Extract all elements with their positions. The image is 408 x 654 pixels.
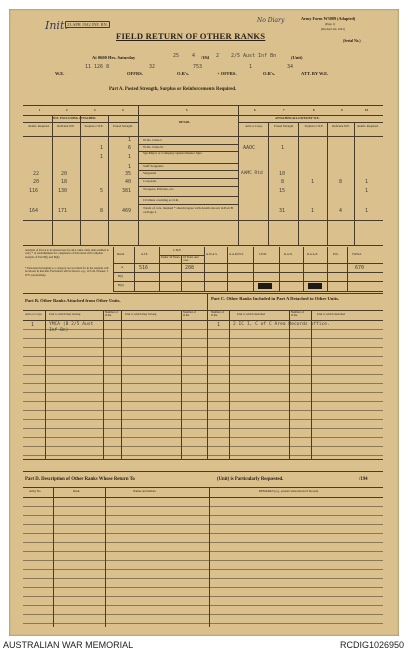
partc-head-num-2: Number of O.Rs. xyxy=(291,310,305,318)
row-staff-sgts: Staff Sergeants xyxy=(143,164,164,168)
cpl-att-reinfs: 1 xyxy=(365,179,369,185)
cpl-att-deficient: 8 xyxy=(339,179,343,185)
partd-rule xyxy=(23,515,383,516)
part-a-title: Part A. Posted Strength, Surplus or Reinforcements Required. xyxy=(109,87,237,92)
pte-surplus: 5 xyxy=(100,188,104,194)
total-reinfs: 164 xyxy=(29,208,39,214)
head-pw: P.W. xyxy=(333,252,339,256)
partb-head-unit-2: Unit to which they belong xyxy=(125,312,157,316)
partb-entry-num: 1 xyxy=(31,322,35,328)
ors2-label: O.R's. xyxy=(263,71,276,76)
partb-head-num-2: Number of O.Rs. xyxy=(183,310,197,318)
we-label: W.E. xyxy=(55,71,65,76)
sgtmaj-posted: 1 xyxy=(128,154,132,160)
pte-att: 15 xyxy=(279,188,286,194)
partd-head-army-no: Army No. xyxy=(29,489,42,493)
partd-rule xyxy=(23,605,383,606)
row-sergeants: Sergeants xyxy=(143,171,157,175)
total-att: 31 xyxy=(279,208,286,214)
head-over19: 19 Years and over. xyxy=(183,255,199,263)
partbc-rule xyxy=(23,374,383,375)
analysis-note-2: * Personnel belonging to a category not provided for in the analysis will be shown in this line. Particulars will be shown, e.g., 10 U.R. Pioneer, 5 W.V. (Australian). xyxy=(25,266,109,277)
sgt-att: 10 xyxy=(279,171,286,177)
partd-rule xyxy=(23,569,383,570)
partd-rule xyxy=(23,623,383,624)
row-troopers: Troopers, Privates, etc. xyxy=(143,187,175,191)
head-surplus-right: Surplus to W.E. xyxy=(304,124,324,128)
army-form-label: Army Form W3009 (Adapted) xyxy=(301,16,356,21)
staffsgt-posted: 1 xyxy=(128,164,132,170)
col-num-4: 4 xyxy=(122,108,124,112)
att-allowed-head: ATTACHED ALLOWED BY W.E. xyxy=(275,116,320,120)
partbc-rule xyxy=(23,455,383,456)
head-arm-corps: Arm or Corps. xyxy=(245,124,263,128)
total-att-reinfs: 1 xyxy=(365,208,369,214)
partbc-rule xyxy=(23,329,383,330)
row-wo2: W.Os. Class II. xyxy=(143,145,164,149)
partbc-rule xyxy=(23,437,383,438)
initials-handwritten: Init. xyxy=(45,19,68,32)
pte-att-reinfs: 1 xyxy=(365,188,369,194)
date-stamp: 23 APR 1942 INF. BN. xyxy=(67,22,108,27)
redaction-block-1 xyxy=(258,283,272,289)
month-hand: 4 xyxy=(192,53,196,59)
partbc-rule xyxy=(23,428,383,429)
we-hand: 11 126 8 xyxy=(85,64,110,70)
head-deficient-left: Deficient W.E. xyxy=(57,124,75,128)
partd-rule xyxy=(23,614,383,615)
at-label: At 0600 Hrs. Saturday xyxy=(92,55,136,60)
partd-rule xyxy=(23,578,383,579)
partb-entry-unit: YMCA (B 2/5 Aust Inf Bn) xyxy=(49,322,94,333)
army-form-page: (Page 1) xyxy=(325,22,336,26)
head-posted-left: Posted Strength. xyxy=(113,124,133,128)
partbc-rule xyxy=(23,338,383,339)
year-hand: 2 xyxy=(216,53,220,59)
part-d-title-mid: (Unit) is Particularly Requested. xyxy=(217,477,284,482)
partc-head-unit: Unit to which detached xyxy=(237,312,265,316)
ors-label: O.R's. xyxy=(177,71,190,76)
partbc-rule xyxy=(23,347,383,348)
offrs-label: OFFRS. xyxy=(127,71,143,76)
unit-label: (Unit) xyxy=(291,55,303,60)
partbc-rule xyxy=(23,365,383,366)
head-surplus-left: Surplus to W.E. xyxy=(84,124,104,128)
partd-rule xyxy=(23,551,383,552)
partc-entry-num: 1 xyxy=(217,322,221,328)
cpl-att: 8 xyxy=(281,179,285,185)
partd-rule xyxy=(23,506,383,507)
partb-head-unit: Unit to which they belong xyxy=(49,312,81,316)
partbc-rule xyxy=(23,401,383,402)
form-title: FIELD RETURN OF OTHER RANKS xyxy=(116,31,266,41)
col-num-8: 8 xyxy=(313,108,315,112)
partc-entry-unit: 2 IC I, C of C Area Records office. xyxy=(233,322,330,327)
analysis-note: Analysis of Part A to be shown here for ALL units. Only units entitled to carry * of establishment for completion of this return will complete analysis of Part B(i) and B(ii). xyxy=(25,248,109,259)
partd-head-names: Names and Initials. xyxy=(133,489,157,493)
total-surplus: 8 xyxy=(100,208,104,214)
head-raaf: R.A.A.F. xyxy=(307,252,318,256)
row-corporals: Corporals xyxy=(143,179,157,183)
col-num-6: 6 xyxy=(254,108,256,112)
analysis-detail-label: Detail xyxy=(117,252,125,256)
analysis-row-bi: B(i) xyxy=(118,274,123,278)
total-posted: 469 xyxy=(122,208,132,214)
head-posted-right: Posted Strength. xyxy=(274,124,294,128)
partbc-rule xyxy=(23,410,383,411)
serial-label: (Serial No.) xyxy=(343,39,361,43)
row-totals: Totals of cols. marked * should agree with details shown in Part B on Page 2 xyxy=(143,206,233,214)
sgt-arm: AAMC Rtd xyxy=(241,171,263,176)
analysis-aif-value: 516 xyxy=(139,265,149,271)
head-deficient-right: Deficient W.E. xyxy=(332,124,350,128)
col-num-9: 9 xyxy=(341,108,343,112)
we-excl-head: W.E. EXCLUDING ATTACHED. xyxy=(53,116,97,120)
partbc-rule xyxy=(23,419,383,420)
partd-rule xyxy=(23,587,383,588)
cpl-reinfs: 20 xyxy=(33,179,40,185)
wo2-arm: AAOC xyxy=(243,145,256,151)
partd-rule xyxy=(23,533,383,534)
sgt-deficient: 20 xyxy=(61,171,68,177)
part-d-title: Part D. Description of Other Ranks Whose Return To xyxy=(25,477,135,482)
sgt-reinfs: 22 xyxy=(33,171,40,177)
wo2-surplus: 1 xyxy=(100,145,104,151)
row-wo1: W.Os. Class I. xyxy=(143,138,163,142)
pte-reinfs: 116 xyxy=(29,188,39,194)
col-num-1: 1 xyxy=(39,108,41,112)
head-total: TOTAL xyxy=(352,252,362,256)
partd-rule xyxy=(23,524,383,525)
partd-head-remarks: REMARKS (e.g., present whereabouts if known). xyxy=(259,489,319,493)
col-num-5: 5 xyxy=(186,108,188,112)
partd-rule xyxy=(23,542,383,543)
head-under19: Under 19 Years. xyxy=(161,255,181,259)
head-aif: A.I.F. xyxy=(141,252,148,256)
analysis-over19-value: 208 xyxy=(185,265,195,271)
year-label: /194 xyxy=(201,55,210,60)
detail-head: DETAIL xyxy=(179,120,191,124)
offrs2-hand: 1 xyxy=(249,64,253,70)
analysis-total-value: 670 xyxy=(355,265,365,271)
col-num-10: 10 xyxy=(365,108,368,112)
row-sgt-major: Sgt-Major or Company Quartermaster Sgts. xyxy=(143,151,203,155)
ors-hand: 753 xyxy=(193,64,203,70)
head-awas: A.W.A.S. xyxy=(206,252,218,256)
head-ran: R.A.N. xyxy=(284,252,293,256)
army-form-ref: (Revised Jan. 1941) xyxy=(321,27,345,31)
row-civilians: Civilians counting as O.R. xyxy=(143,198,179,202)
att-label: ATT. BY W.E. xyxy=(301,71,329,76)
partd-head-rank: Rank. xyxy=(73,489,81,493)
pte-posted: 381 xyxy=(122,188,132,194)
sgt-posted: 35 xyxy=(125,171,132,177)
wo2-att: 1 xyxy=(281,145,285,151)
partbc-rule xyxy=(23,356,383,357)
ors2-hand: 34 xyxy=(287,64,294,70)
col-num-3: 3 xyxy=(94,108,96,112)
partb-head-arm: Arm or Corps xyxy=(25,312,42,316)
cmf-head: C.M.F. xyxy=(173,248,182,252)
offrs-hand: 32 xyxy=(149,64,156,70)
cpl-posted: 40 xyxy=(125,179,132,185)
form-sheet xyxy=(9,9,399,636)
partbc-rule xyxy=(23,383,383,384)
cpl-deficient: 18 xyxy=(61,179,68,185)
part-d-title-date: /194 xyxy=(359,477,368,482)
cpl-att-surplus: 1 xyxy=(311,179,315,185)
col-num-7: 7 xyxy=(283,108,285,112)
partc-head-unit-2: Unit to which detached xyxy=(317,312,345,316)
plus-offrs-label: + OFFRS. xyxy=(217,71,237,76)
head-reinfs-left: Reinfs. Required. xyxy=(28,124,50,128)
handwritten-note: No Diary xyxy=(257,17,285,24)
sgtmaj-surplus: 1 xyxy=(100,154,104,160)
total-deficient: 171 xyxy=(58,208,68,214)
wo1-posted: 1 xyxy=(128,137,132,143)
head-aamws: A.A.M.W.S. xyxy=(229,252,244,256)
partbc-rule xyxy=(23,446,383,447)
pte-deficient: 130 xyxy=(58,188,68,194)
unit-hand: 2/5 Aust Inf Bn xyxy=(231,53,277,59)
wo2-posted: 6 xyxy=(128,145,132,151)
head-civil: CIVIL xyxy=(259,252,267,256)
head-reinfs-right: Reinfs. Required. xyxy=(357,124,379,128)
part-b-title: Part B. Other Ranks Attached from Other Units. xyxy=(25,298,121,303)
analysis-row-bii: B(ii) xyxy=(118,283,124,287)
redaction-block-2 xyxy=(308,283,322,289)
partd-rule xyxy=(23,596,383,597)
part-c-title: Part C. Other Ranks Included in Part A Detached to Other Units. xyxy=(211,296,340,301)
footer-left: AUSTRALIAN WAR MEMORIAL xyxy=(3,640,134,650)
partb-head-num: Number of O.Rs. xyxy=(105,310,119,318)
col-num-2: 2 xyxy=(66,108,68,112)
partbc-rule xyxy=(23,392,383,393)
total-att-deficient: 4 xyxy=(339,208,343,214)
partd-rule xyxy=(23,560,383,561)
total-att-surplus: 1 xyxy=(311,208,315,214)
day-hand: 25 xyxy=(173,53,180,59)
footer-right: RCDIG1026950 xyxy=(339,640,404,650)
analysis-row-a: A xyxy=(121,265,124,269)
partc-head-num: Number of O.Rs. xyxy=(211,310,225,318)
